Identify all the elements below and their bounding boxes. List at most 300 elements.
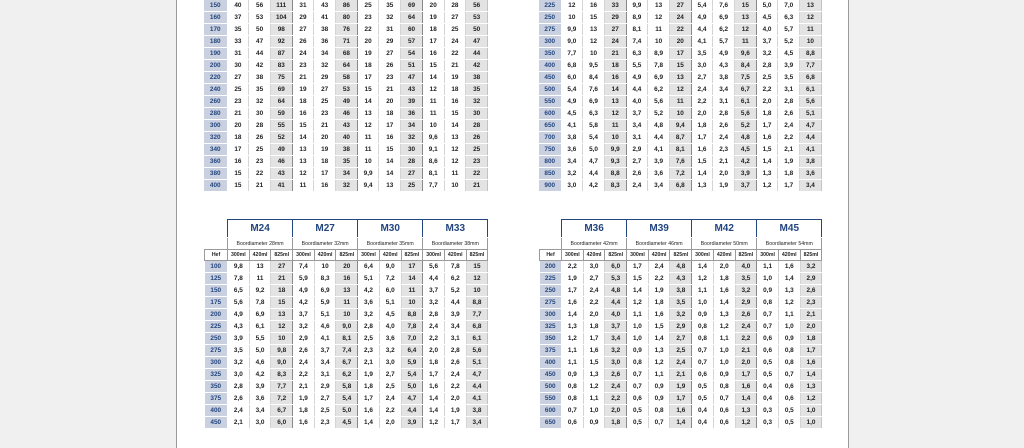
table-cell: 5,0 <box>336 405 358 417</box>
table-cell: 4,5 <box>561 108 583 120</box>
hef-value: 280 <box>204 108 227 120</box>
table-cell: 27 <box>227 72 249 84</box>
table-cell: 0,8 <box>692 321 714 333</box>
hef-value: 800 <box>539 156 561 168</box>
table-cell: 1,3 <box>562 321 584 333</box>
table-cell: 4,7 <box>401 393 423 405</box>
table-cell: 3,1 <box>444 333 466 345</box>
table-cell: 0,5 <box>778 405 800 417</box>
table-cell: 4,8 <box>735 132 757 144</box>
table-cell: 2,8 <box>713 108 735 120</box>
table-row <box>204 132 488 144</box>
table-cell: 1,0 <box>583 405 605 417</box>
table-cell: 1,4 <box>670 417 692 429</box>
table-cell: 2,9 <box>626 144 648 156</box>
table-cell: 16 <box>604 72 626 84</box>
table-cell: 17 <box>669 48 691 60</box>
table-cell: 1,2 <box>423 417 445 429</box>
hef-value: 170 <box>204 24 227 36</box>
table-row <box>205 297 488 309</box>
size-header: M33 <box>423 220 488 238</box>
table-cell: 0,4 <box>692 405 714 417</box>
table-cell: 20 <box>314 132 336 144</box>
table-cell: 18 <box>227 132 249 144</box>
table-cell: 6,9 <box>583 96 605 108</box>
table-cell: 1,1 <box>562 357 584 369</box>
table-row <box>204 96 488 108</box>
table-cell: 2,7 <box>670 333 692 345</box>
table-cell: 3,7 <box>756 36 778 48</box>
table-cell: 20 <box>379 96 401 108</box>
table-cell: 2,2 <box>293 369 315 381</box>
table-cell: 12 <box>648 12 670 24</box>
table-cell: 9,0 <box>336 321 358 333</box>
table-cell: 12 <box>604 108 626 120</box>
table-cell: 23 <box>357 12 379 24</box>
hef-value: 250 <box>205 333 228 345</box>
table-cell: 16 <box>583 0 605 12</box>
table-cell: 3,9 <box>648 156 670 168</box>
table-cell: 18 <box>357 60 379 72</box>
table-cell: 1,5 <box>648 321 670 333</box>
table-row <box>204 60 488 72</box>
table-cell: 3,2 <box>735 285 757 297</box>
table-cell: 4,0 <box>379 321 401 333</box>
table-cell: 8,1 <box>422 168 444 180</box>
table-cell: 3,1 <box>314 369 336 381</box>
size-header-row <box>540 220 822 238</box>
size-header: M42 <box>692 220 757 238</box>
table-cell: 2,4 <box>605 381 627 393</box>
table-cell: 1,1 <box>713 333 735 345</box>
table-bottom-left <box>204 219 488 429</box>
volume-label: 420ml <box>713 250 735 261</box>
table-cell: 3,2 <box>379 345 401 357</box>
table-cell: 7,4 <box>336 345 358 357</box>
table-cell: 3,2 <box>228 357 250 369</box>
table-cell: 7,8 <box>228 273 250 285</box>
table-cell: 5,1 <box>466 357 488 369</box>
table-cell: 36 <box>314 36 336 48</box>
table-cell: 4,4 <box>466 381 488 393</box>
table-cell: 0,7 <box>713 393 735 405</box>
table-cell: 3,7 <box>605 321 627 333</box>
table-cell: 8,9 <box>648 48 670 60</box>
table-cell: 75 <box>270 72 292 84</box>
table-row <box>204 24 488 36</box>
volume-label: 420ml <box>314 250 336 261</box>
table-cell: 5,5 <box>249 333 271 345</box>
table-cell: 5,4 <box>561 84 583 96</box>
table-cell: 32 <box>379 12 401 24</box>
hef-value: 400 <box>539 60 561 72</box>
table-cell: 3,2 <box>358 309 380 321</box>
hef-value: 350 <box>205 381 228 393</box>
table-cell: 16 <box>444 96 466 108</box>
volume-label: 300ml <box>627 250 649 261</box>
table-cell: 1,8 <box>583 321 605 333</box>
table-cell: 9,0 <box>379 261 401 273</box>
table-cell: 3,2 <box>423 297 445 309</box>
bore-diameter-label: Boordiameter 28mm <box>228 238 293 250</box>
table-cell: 4,9 <box>713 48 735 60</box>
hef-value: 220 <box>204 72 227 84</box>
table-cell: 53 <box>249 12 271 24</box>
table-cell: 0,5 <box>692 381 714 393</box>
table-cell: 0,5 <box>627 405 649 417</box>
table-cell: 5,7 <box>713 36 735 48</box>
table-cell: 8,3 <box>314 273 336 285</box>
table-cell: 2,4 <box>228 405 250 417</box>
hef-header: Hef <box>205 250 228 261</box>
table-cell: 12 <box>357 120 379 132</box>
table-cell: 9,6 <box>422 132 444 144</box>
table-cell: 5,0 <box>401 381 423 393</box>
table-cell: 19 <box>357 48 379 60</box>
table-cell: 2,5 <box>358 333 380 345</box>
hef-value: 300 <box>539 36 561 48</box>
table-cell: 35 <box>379 0 401 12</box>
hef-value: 450 <box>205 417 228 429</box>
table-row <box>539 120 821 132</box>
volume-label: 825ml <box>466 250 488 261</box>
table-cell: 1,9 <box>778 156 800 168</box>
table-cell: 5,6 <box>648 96 670 108</box>
table-cell: 1,4 <box>627 285 649 297</box>
table-cell: 0,4 <box>757 393 779 405</box>
table-cell: 2,2 <box>756 84 778 96</box>
table-cell: 3,9 <box>735 168 757 180</box>
table-cell: 46 <box>270 156 292 168</box>
table-cell: 1,0 <box>713 345 735 357</box>
table-cell: 1,7 <box>444 417 466 429</box>
table-cell: 4,9 <box>561 96 583 108</box>
hef-value: 450 <box>540 369 562 381</box>
table-cell: 2,0 <box>800 321 822 333</box>
table-cell: 2,1 <box>800 309 822 321</box>
table-cell: 4,9 <box>293 285 315 297</box>
bore-diameter-label: Boordiameter 32mm <box>293 238 358 250</box>
table-cell: 23 <box>292 60 314 72</box>
table-row <box>539 108 821 120</box>
table-cell: 7,0 <box>401 333 423 345</box>
table-cell: 0,8 <box>627 357 649 369</box>
table-cell: 18 <box>444 84 466 96</box>
table-cell: 5,6 <box>800 96 822 108</box>
hef-value: 320 <box>204 132 227 144</box>
table-cell: 2,1 <box>713 156 735 168</box>
table-cell: 4,0 <box>735 261 757 273</box>
table-cell: 2,0 <box>583 309 605 321</box>
table-cell: 0,8 <box>713 381 735 393</box>
table-cell: 9,9 <box>604 144 626 156</box>
table-cell: 18 <box>314 156 336 168</box>
table-row <box>205 285 488 297</box>
table-cell: 12 <box>466 273 488 285</box>
table-cell: 25 <box>249 144 271 156</box>
table-cell: 6,2 <box>444 273 466 285</box>
table-cell: 2,3 <box>314 417 336 429</box>
table-cell: 1,4 <box>648 333 670 345</box>
table-cell: 4,1 <box>648 144 670 156</box>
table-cell: 1,5 <box>583 357 605 369</box>
table-cell: 2,5 <box>379 381 401 393</box>
table-cell: 10 <box>648 36 670 48</box>
table-cell: 47 <box>401 72 423 84</box>
table-cell: 23 <box>314 108 336 120</box>
table-cell: 7,2 <box>271 393 293 405</box>
table-cell: 1,0 <box>627 333 649 345</box>
table-cell: 22 <box>669 24 691 36</box>
table-row <box>205 357 488 369</box>
table-cell: 6,2 <box>713 24 735 36</box>
table-cell: 1,2 <box>692 273 714 285</box>
table-cell: 15 <box>466 261 488 273</box>
table-cell: 21 <box>314 120 336 132</box>
table-cell: 54 <box>401 48 423 60</box>
hef-value: 160 <box>204 12 227 24</box>
table-cell: 27 <box>379 48 401 60</box>
table-cell: 5,6 <box>423 261 445 273</box>
table-cell: 0,7 <box>627 369 649 381</box>
table-row <box>204 180 488 192</box>
table-row <box>539 168 821 180</box>
table-cell: 1,9 <box>670 381 692 393</box>
table-cell: 42 <box>466 60 488 72</box>
table-cell: 1,9 <box>358 369 380 381</box>
table-cell: 5,9 <box>401 357 423 369</box>
table-cell: 16 <box>227 156 249 168</box>
table-cell: 3,4 <box>626 120 648 132</box>
table-cell: 4,4 <box>626 84 648 96</box>
table-cell: 11 <box>401 285 423 297</box>
table-cell: 1,6 <box>691 144 713 156</box>
table-cell: 0,5 <box>757 369 779 381</box>
table-row <box>539 84 821 96</box>
table-cell: 3,8 <box>466 405 488 417</box>
table-cell: 7,8 <box>401 321 423 333</box>
table-cell: 1,7 <box>735 369 757 381</box>
table-row <box>204 48 488 60</box>
table-cell: 1,0 <box>800 417 822 429</box>
hef-value: 150 <box>205 285 228 297</box>
table-cell: 4,2 <box>293 297 315 309</box>
table-cell: 5,9 <box>314 297 336 309</box>
bore-diameter-row <box>205 238 488 250</box>
table-cell: 41 <box>270 180 292 192</box>
table-cell: 26 <box>379 60 401 72</box>
table-cell: 2,1 <box>228 417 250 429</box>
table-cell: 3,1 <box>778 84 800 96</box>
table-row <box>540 381 822 393</box>
table-cell: 1,1 <box>757 261 779 273</box>
table-cell: 9,9 <box>357 168 379 180</box>
table-cell: 12 <box>583 36 605 48</box>
table-cell: 55 <box>270 120 292 132</box>
table-cell: 43 <box>314 0 336 12</box>
table-row <box>539 60 821 72</box>
table-cell: 0,8 <box>757 297 779 309</box>
table-cell: 11 <box>604 120 626 132</box>
table-row <box>204 0 488 12</box>
table-cell: 2,6 <box>778 108 800 120</box>
table-cell: 21 <box>271 273 293 285</box>
table-cell: 18 <box>271 285 293 297</box>
table-cell: 3,2 <box>605 345 627 357</box>
table-cell: 1,2 <box>756 180 778 192</box>
table-cell: 21 <box>292 72 314 84</box>
size-header: M39 <box>627 220 692 238</box>
table-cell: 68 <box>336 48 358 60</box>
table-cell: 4,5 <box>379 309 401 321</box>
table-cell: 0,7 <box>692 357 714 369</box>
table-cell: 2,9 <box>800 273 822 285</box>
table-cell: 18 <box>379 108 401 120</box>
table-cell: 13 <box>735 12 757 24</box>
table-cell: 42 <box>249 60 271 72</box>
table-cell: 21 <box>604 48 626 60</box>
table-cell: 3,2 <box>293 321 315 333</box>
table-cell: 92 <box>270 36 292 48</box>
table-cell: 30 <box>466 108 488 120</box>
table-cell: 2,0 <box>735 357 757 369</box>
table-cell: 2,8 <box>358 321 380 333</box>
table-cell: 4,0 <box>756 24 778 36</box>
table-cell: 13 <box>379 180 401 192</box>
table-cell: 1,8 <box>778 168 800 180</box>
table-cell: 80 <box>336 12 358 24</box>
table-cell: 8,8 <box>401 309 423 321</box>
table-cell: 1,6 <box>293 417 315 429</box>
table-cell: 0,8 <box>562 381 584 393</box>
volume-label: 420ml <box>379 250 401 261</box>
table-cell: 25 <box>444 24 466 36</box>
table-cell: 2,0 <box>605 405 627 417</box>
table-cell: 31 <box>292 0 314 12</box>
table-cell: 28 <box>249 120 271 132</box>
table-cell: 1,6 <box>648 309 670 321</box>
table-row <box>540 345 822 357</box>
table-cell: 9,6 <box>735 48 757 60</box>
table-row <box>540 273 822 285</box>
table-cell: 0,7 <box>757 321 779 333</box>
table-cell: 6,4 <box>358 261 380 273</box>
table-cell: 2,6 <box>626 168 648 180</box>
table-cell: 1,1 <box>627 309 649 321</box>
table-cell: 2,6 <box>605 369 627 381</box>
table-row <box>204 72 488 84</box>
volume-label: 420ml <box>583 250 605 261</box>
table-row <box>539 180 821 192</box>
table-cell: 23 <box>227 96 249 108</box>
table-cell: 20 <box>227 120 249 132</box>
hef-value: 175 <box>205 297 228 309</box>
table-cell: 4,8 <box>648 120 670 132</box>
table-cell: 6,1 <box>735 96 757 108</box>
table-cell: 21 <box>466 180 488 192</box>
table-row <box>204 168 488 180</box>
table-cell: 8,1 <box>336 333 358 345</box>
table-cell: 13 <box>800 0 822 12</box>
table-cell: 11 <box>336 297 358 309</box>
table-cell: 2,3 <box>800 297 822 309</box>
hef-value: 150 <box>204 0 227 12</box>
table-cell: 11 <box>444 168 466 180</box>
table-cell: 2,0 <box>713 168 735 180</box>
table-cell: 33 <box>604 0 626 12</box>
table-cell: 7,2 <box>379 273 401 285</box>
table-cell: 29 <box>314 72 336 84</box>
table-cell: 28 <box>466 120 488 132</box>
volume-label: 300ml <box>757 250 779 261</box>
table-cell: 6,3 <box>626 48 648 60</box>
table-row <box>540 321 822 333</box>
table-cell: 6,9 <box>713 12 735 24</box>
table-cell: 7,7 <box>466 309 488 321</box>
table-cell: 4,7 <box>466 369 488 381</box>
table-row <box>204 120 488 132</box>
table-top-left <box>204 0 488 192</box>
table-cell: 26 <box>249 132 271 144</box>
table-cell: 4,7 <box>583 156 605 168</box>
table-cell: 24 <box>444 36 466 48</box>
table-cell: 10 <box>401 297 423 309</box>
table-cell: 0,6 <box>713 405 735 417</box>
table-cell: 0,6 <box>562 417 584 429</box>
table-cell: 13 <box>583 24 605 36</box>
table-cell: 3,4 <box>605 333 627 345</box>
table-cell: 2,2 <box>423 333 445 345</box>
table-cell: 11 <box>422 96 444 108</box>
table-cell: 1,2 <box>713 321 735 333</box>
volume-label: 825ml <box>605 250 627 261</box>
table-cell: 1,0 <box>800 405 822 417</box>
table-row <box>205 393 488 405</box>
table-cell: 46 <box>336 108 358 120</box>
table-cell: 1,7 <box>358 393 380 405</box>
table-cell: 3,0 <box>561 180 583 192</box>
volume-label: 420ml <box>778 250 800 261</box>
volume-label: 300ml <box>293 250 315 261</box>
table-cell: 20 <box>422 0 444 12</box>
table-cell: 1,9 <box>562 273 584 285</box>
table-cell: 2,7 <box>583 273 605 285</box>
table-cell: 2,1 <box>778 144 800 156</box>
table-cell: 11 <box>357 132 379 144</box>
table-cell: 12 <box>800 12 822 24</box>
table-cell: 32 <box>401 132 423 144</box>
table-row <box>205 345 488 357</box>
table-cell: 86 <box>336 0 358 12</box>
table-cell: 3,4 <box>561 156 583 168</box>
table-cell: 4,4 <box>648 132 670 144</box>
table-cell: 87 <box>270 48 292 60</box>
table-cell: 1,8 <box>648 297 670 309</box>
table-cell: 3,8 <box>800 156 822 168</box>
table-cell: 8,3 <box>271 369 293 381</box>
table-cell: 4,2 <box>358 285 380 297</box>
table-row <box>539 36 821 48</box>
table-row <box>204 108 488 120</box>
table-cell: 4,1 <box>691 36 713 48</box>
table-cell: 6,1 <box>466 333 488 345</box>
hef-value: 650 <box>539 120 561 132</box>
table-cell: 8,8 <box>466 297 488 309</box>
table-cell: 39 <box>401 96 423 108</box>
size-header: M30 <box>358 220 423 238</box>
table-row <box>539 72 821 84</box>
table-cell: 15 <box>444 108 466 120</box>
